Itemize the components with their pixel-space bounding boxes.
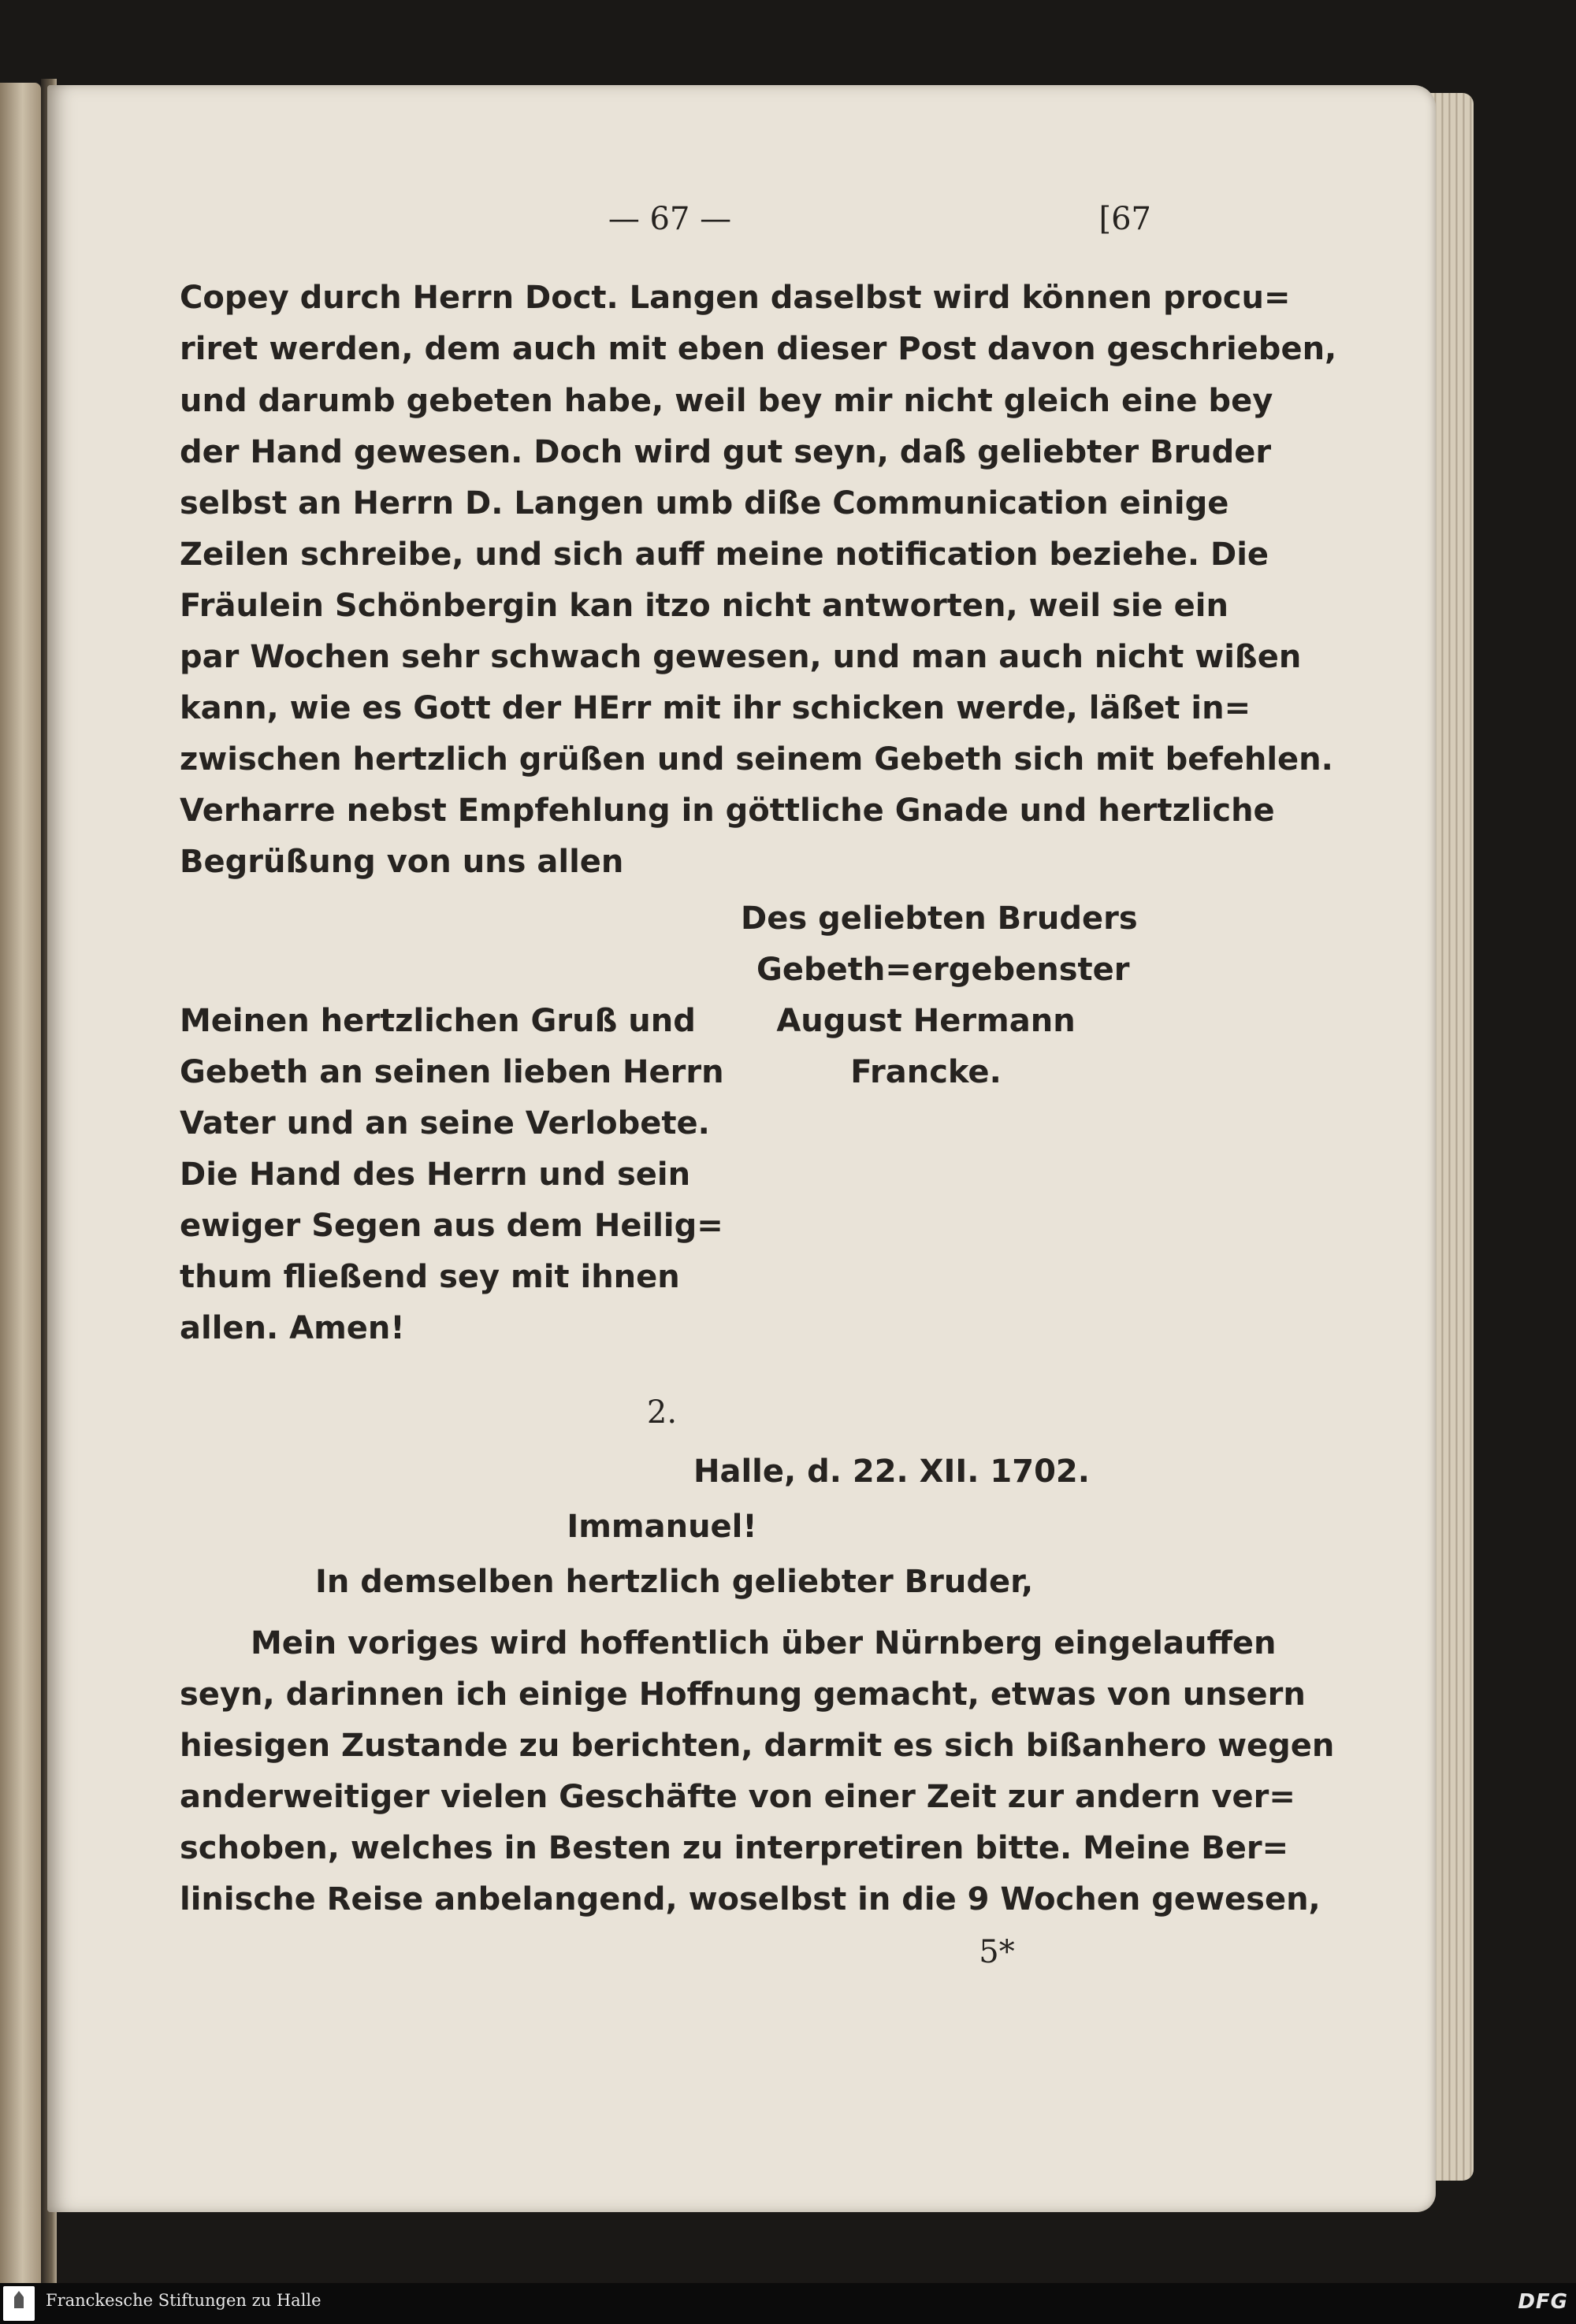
text-line: Fräulein Schönbergin kan itzo nicht antworten, weil sie ein (180, 588, 1228, 624)
text-line-last: Begrüßung von uns allen (180, 844, 624, 880)
text-line: und darumb gebeten habe, weil bey mir nicht gleich eine bey (180, 383, 1273, 419)
text-line: selbst an Herrn D. Langen umb diße Communication einige (180, 485, 1229, 522)
salutation: In demselben hertzlich geliebter Bruder, (315, 1564, 1034, 1600)
text-line: Copey durch Herrn Doct. Langen daselbst wird können procu= (180, 280, 1291, 316)
postscript-line: Vater und an seine Verlobete. (180, 1105, 710, 1142)
text-line: hiesigen Zustande zu berichten, darmit es sich bißanhero wegen (180, 1728, 1335, 1764)
place-date: Halle, d. 22. XII. 1702. (693, 1453, 1090, 1490)
signature-name: August Hermann (776, 1003, 1076, 1039)
text-line: der Hand gewesen. Doch wird gut seyn, daß geliebter Bruder (180, 434, 1272, 470)
closing-line: Des geliebten Bruders (741, 900, 1138, 937)
text-line: schoben, welches in Besten zu interpretiren bitte. Meine Ber= (180, 1830, 1289, 1866)
page-stack-edge (1430, 93, 1474, 2181)
left-page-edge (0, 83, 41, 2304)
postscript-line: allen. Amen! (180, 1310, 405, 1346)
text-line: par Wochen sehr schwach gewesen, und man auch nicht wißen (180, 639, 1302, 675)
text-line-indent: Mein voriges wird hoffentlich über Nürnberg eingelauffen (251, 1625, 1277, 1661)
source-page-number: [67 (1098, 201, 1151, 237)
signature-name: Francke. (850, 1054, 1002, 1090)
text-line: seyn, darinnen ich einige Hoffnung gemacht, etwas von unsern (180, 1676, 1306, 1713)
postscript-line: ewiger Segen aus dem Heilig= (180, 1208, 723, 1244)
signature-mark: 5* (979, 1934, 1015, 1970)
postscript-line: Gebeth an seinen lieben Herrn (180, 1054, 724, 1090)
institution-logo-icon (3, 2286, 35, 2321)
closing-line: Gebeth=ergebenster (756, 952, 1130, 988)
text-line: zwischen hertzlich grüßen und seinem Gebeth sich mit befehlen. (180, 741, 1333, 778)
motto: Immanuel! (567, 1509, 757, 1545)
text-line: Zeilen schreibe, und sich auff meine notification beziehe. Die (180, 536, 1269, 573)
page-number: — 67 — (608, 201, 732, 237)
dfg-logo: DFG (1518, 2290, 1568, 2314)
postscript-line: thum fließend sey mit ihnen (180, 1259, 680, 1295)
postscript-line: Die Hand des Herrn und sein (180, 1156, 691, 1193)
text-line: kann, wie es Gott der HErr mit ihr schicken werde, läßet in= (180, 690, 1251, 726)
text-line: anderweitiger vielen Geschäfte von einer Zeit zur andern ver= (180, 1779, 1295, 1815)
institution-name: Franckesche Stiftungen zu Halle (46, 2291, 322, 2310)
postscript-line: Meinen hertzlichen Gruß und (180, 1003, 696, 1039)
text-line: riret werden, dem auch mit eben dieser Post davon geschrieben, (180, 331, 1337, 367)
letter-number: 2. (646, 1394, 678, 1431)
text-line: Verharre nebst Empfehlung in göttliche Gnade und hertzliche (180, 793, 1275, 829)
text-line: linische Reise anbelangend, woselbst in die 9 Wochen gewesen, (180, 1881, 1321, 1917)
